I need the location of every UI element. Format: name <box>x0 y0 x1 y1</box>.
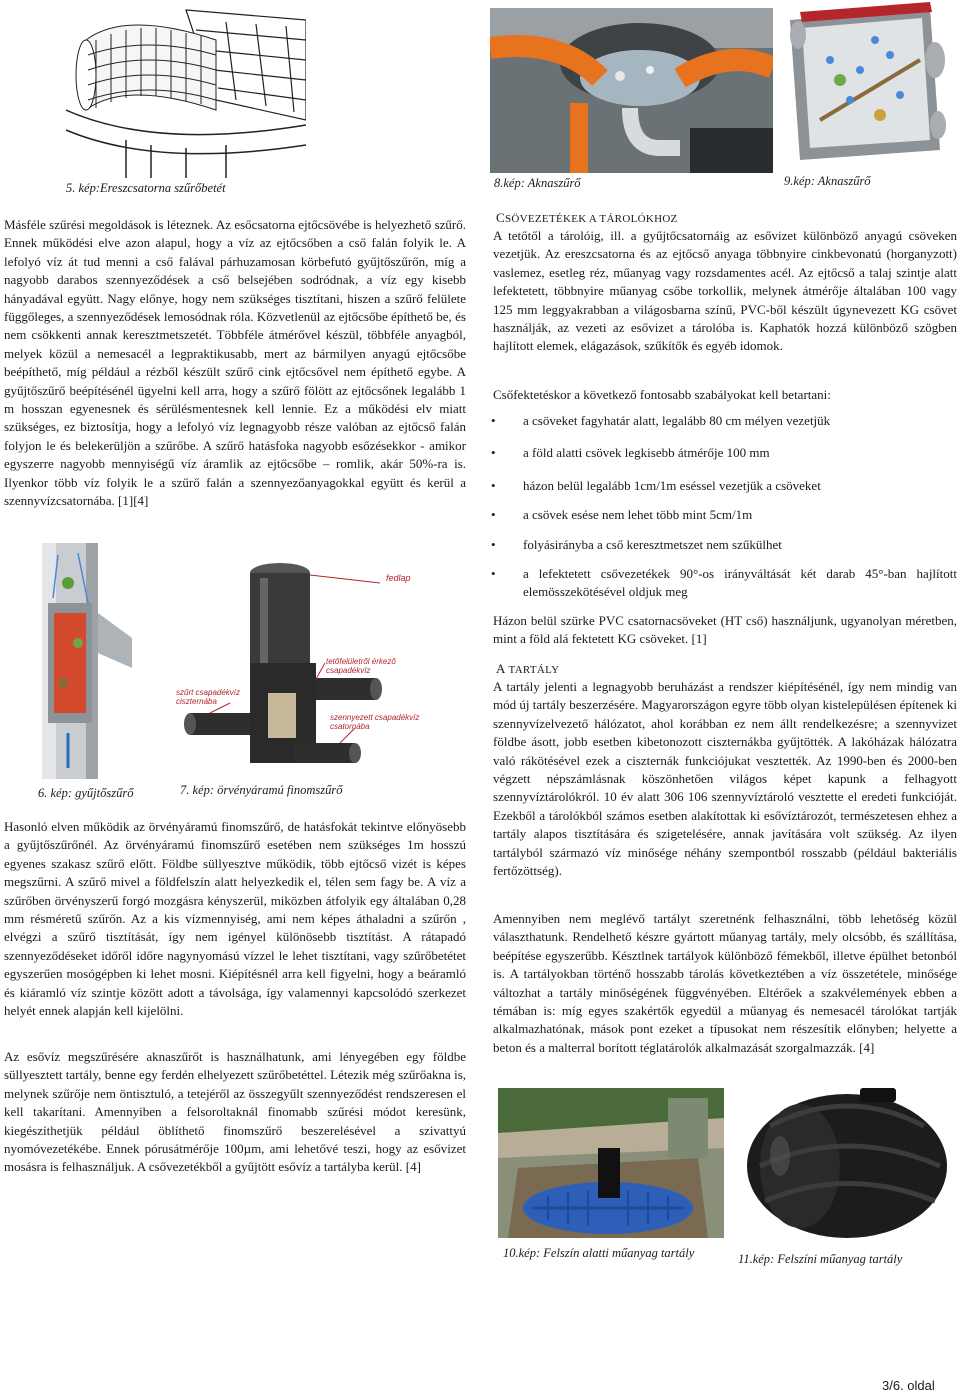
paragraph-shaft-filter: Az esővíz megszűrésére aknaszűrőt is használhatunk, ami lényegében egy földbe süllyesztett tartály, benne egy ferdén elhelyezett szűrőbetéttel. Létezik még szűrőakna is, melynek szűrője nem öntisztuló, a tetejéről az összegyűlt szennyeződést rendszeresen el kell takarítani. Amennyiben a felsoroltaknál finomabb szűrési módot keresünk, kiegészíthetjük például öblíthető finomszűrő beszerelésével a szivattyú nyomóvezetékébe. Ennek pórusátmérője 100µm, ami lehetővé teszi, hogy az esővizet mosásra is felhasználjuk. A csővezetékből a gyűjtött esővíz a tartályba kerül. [4] <box>4 1049 466 1175</box>
paragraph-tank-options: Amennyiben nem meglévő tartályt szeretnénk felhasználni, több lehetőség közül választhatunk. Rendelhető készre gyártott műanyag tartály, mely olcsóbb, és szállítása, beépítése egyszerűbb. Késztlnek tartályok különböző fémekből, illetve épülhet betonból is. A tartályokban történő hosszabb tárolás következtében a víz összetétele, minősége változhat a tartály minőségének függvényében. Eltérőek a szakvélemények ebben a témában is: míg egyes szakértők egyedül a műanyag és nemesacél tárolókat tartják alkalmazhatónak, mások pont ezeket a típusokat nem részesítik előnyben; helyette a beton és a malterral borított téglatárolók alkalmazását szorgalmazzák. [4] <box>493 911 957 1055</box>
heading-tank <box>496 661 559 677</box>
collector-filter-drawing <box>8 543 140 779</box>
list-item-text: a csöveket fagyhatár alatt, legalább 80 cm mélyen vezetjük <box>523 413 831 428</box>
paragraph-vortex-filter: Hasonló elven működik az örvényáramú finomszűrő, de hatásfokát tekintve előnyösebb a gyűjtőszűrőnél. Az örvényáramú finomszűrő esetében nem szükséges 1m hosszú egyenes szakasz szűrő előtt. Földbe süllyesztve működik, több ejtőcső vizét is képes megszűrni. A szűrő mivel a földfelszín alatt helyezkedik el, télen sem fagy be. A víz a szűrőben örvényszerű forgó mozgásra kényszerül, miközben átfolyik egy általában 0,28 mm résméretű szűrőn. Az a kis vízmennyiség, ami nem képes áthaladni a szűrőn , elvégzi a szűrő tisztítását, így nem igényel különösebb tisztítást. A rátapadó szennyeződéseket időről időre nagynyomású vízzel le lehet tisztítani, vagy szűrőbetétet egyszerűen mosógépben ki lehet mosni. Kiépítésnél arra kell figyelni, hogy a beáramló és kiáramló víz szintje között adott a távolsága, így valamennyi kapcsolódó szerkezet helyét ennek alapján kell kijelölni. <box>4 819 466 1019</box>
list-item-text: a föld alatti csövek legkisebb átmérője 100 mm <box>523 445 770 461</box>
underground-tank-photo <box>498 1088 724 1238</box>
heading-tank-initial: A <box>496 661 506 676</box>
list-item <box>491 536 957 554</box>
label-roof-water: tetőfelületről érkező csapadékvíz <box>326 657 396 675</box>
shaft-filter-photo-9 <box>780 0 948 170</box>
label-filtered-water: szűrt csapadékvíz ciszternába <box>176 688 241 706</box>
shaft-filter-photo-8 <box>490 8 773 173</box>
list-item-text: a csövek esése nem lehet több mint 5cm/1m <box>523 507 753 523</box>
list-item <box>491 565 957 602</box>
fig6-caption: 6. kép: gyűjtőszűrő <box>38 786 134 800</box>
paragraph-indoor-pipes: Házon belül szürke PVC csatornacsöveket (HT cső) használjunk, ugyanolyan méretben, mint a föld alá fektetett KG csöveket. [1] <box>493 613 957 647</box>
list-item-text: a lefektetett csővezetékek 90°-os irányváltását két darab 45°-ban hajlított elemösszekötésével oldjuk meg <box>523 566 957 600</box>
page-number: 3/6. oldal <box>882 1378 935 1393</box>
list-item <box>491 412 957 430</box>
paragraph-pipelines: A tetőtől a tárolóig, ill. a gyűjtőcsatornáig az esővizet különböző anyagú csöveken vezetjük. Az ereszcsatorna és az ejtőcső anyaga többnyire cinkbevonatú (horganyzott) vaslemez, esetleg réz, műanyag vagy rozsdamentes acél. Az ejtőcső a talaj szintje alatt lefektetett, többnyire műanyag csőbe torkollik, melynek átmérője általában 100 vagy 125 mm leggyakrabban a világosbarna színű, PVC-ből készült úgynevezett KG csövet használják, az vezeti az esővizet a tárolóba is. Kaphatók hozzá különböző szögben hajlított elemek, elágazások, szűkítők és egyéb idomok. <box>493 228 957 354</box>
fig8-caption: 8.kép: Aknaszűrő <box>494 176 581 190</box>
fig7-caption: 7. kép: örvényáramú finomszűrő <box>180 783 343 797</box>
fig5-caption: 5. kép:Ereszcsatorna szűrőbetét <box>66 181 226 195</box>
fig9-caption: 9.kép: Aknaszűrő <box>784 174 871 188</box>
surface-tank-drawing <box>740 1086 954 1244</box>
list-item <box>491 444 957 462</box>
bullet-icon: • <box>491 507 496 523</box>
pipe-rules-list <box>491 412 957 602</box>
bullet-icon: • <box>491 477 496 493</box>
bullet-icon: • <box>491 566 496 582</box>
paragraph-rooftop-filters: Másféle szűrési megoldások is léteznek. Az esőcsatorna ejtőcsövébe is helyezhető szűrő. Ennek működési elve azon alapul, hogy a víz az ejtőcsőben a cső falán folyik le. A lefolyó víz át tud menni a cső falával párhuzamosan körbefutó gyűjtőszűrőn, míg a nagyobb darabos szennyeződések a cső belsejében sodródnak, a víz egy kisebb hányadával együtt. Nagy előnye, hogy nem szükséges tisztítani, hiszen a szűrő felülete függőleges, a szennyeződések lemosódnak róla. Közvetlenül az ejtőcsőbe építhető be, és nem csökkenti annak keresztmetszetét. Többféle átmérővel készül, többféle anyagból, melyek közül a nemesacél a legpraktikusabb, mert az bármilyen anyagú ejtőcsőbe beépíthető, míg például a rézből készült szűrő cink ejtőcsővel nem építhető egybe. A gyűjtőszűrő beépítésénél ügyelni kell arra, hogy a szűrő fölött az ejtőcsőnek legalább 1 m hosszan egyenesnek és sérülésmentesnek kell lennie. Ez a működési elv miatt szükséges, ez biztosítja, hogy a lefolyó víz legnagyobb része valóban az ejtőcső falán folyjon le és belekerüljön a szűrőbe. A szűrő hatásfoka nagyobb esőzésekkor - amikor egyszerre nagyobb mennyiségű víz áramlik az ejtőcsőbe – romlik, akár 50%-ra is. Ilyenkor több víz folyik le a szűrő falán a szennyezőanyagokkal együtt és kerül a szennyvízcsatornába. [1][4] <box>4 217 466 509</box>
shaft-filter-drawing-9 <box>780 0 948 170</box>
label-dirty-water: szennyezett csapadékvíz csatornába <box>330 713 420 731</box>
fig10-caption: 10.kép: Felszín alatti műanyag tartály <box>503 1246 695 1260</box>
underground-tank-drawing <box>498 1088 724 1238</box>
list-item-text: folyásirányba a cső keresztmetszet nem szűkülhet <box>523 536 782 552</box>
fig11-caption: 11.kép: Felszíni műanyag tartály <box>738 1252 903 1266</box>
list-item <box>491 477 957 495</box>
vortex-filter-illustration <box>150 553 455 778</box>
heading-pipelines <box>496 210 678 226</box>
list-item <box>491 506 957 524</box>
heading-pipelines-initial: C <box>496 210 505 225</box>
shaft-filter-drawing-8 <box>490 8 773 173</box>
surface-tank-photo <box>740 1086 954 1244</box>
bullet-icon: • <box>491 413 496 428</box>
paragraph-tank: A tartály jelenti a legnagyobb beruházást a rendszer kiépítésénél, így nem mindig van mód új tartály beszerzésére. Magyarországon egyre több olyan kistelepülésen építenek ki szennyvízelvezető hálózatot, ahol korábban ez nem állt rendelkezésre; a szennyvizet földbe ásott, jobb esetben kibetonozott ciszternákba gyűjtötték. A lakóházak hálózatra való rákötésével ezek a ciszternák funkciójukat vesztették. Az 1990-ben és 2000-ben végzett népszámlásnak köszönhetően világos képet kapunk a felhagyott szennyvíztárolókról. 10 év alatt 306 106 szennyvíztároló vesztette el eredeti funkcióját. Ezekből a tárolókból számos esetben alakítottak ki esővíztározót, természetesen ehhez a tartály alapos tisztítására és szigetelésére, annak javítására volt szükség. Az ilyen tartályból származó víz minősége néhány szempontból rosszabb (például bakteriális fertőzöttség). <box>493 679 957 879</box>
paragraph-pipe-rules-intro: Csőfektetéskor a következő fontosabb szabályokat kell betartani: <box>493 387 831 402</box>
list-item-text: házon belül legalább 1cm/1m eséssel vezetjük a csöveket <box>523 477 821 493</box>
label-fedlap: fedlap <box>386 573 411 583</box>
heading-tank-rest: TARTÁLY <box>505 664 560 676</box>
gutter-filter-illustration <box>66 0 306 178</box>
bullet-icon: • <box>491 536 496 552</box>
heading-pipelines-rest: SÖVEZETÉKEK A TÁROLÓKHOZ <box>504 213 678 225</box>
gutter-filter-drawing <box>66 0 306 178</box>
collector-filter-photo <box>8 543 140 779</box>
bullet-icon: • <box>491 445 496 461</box>
